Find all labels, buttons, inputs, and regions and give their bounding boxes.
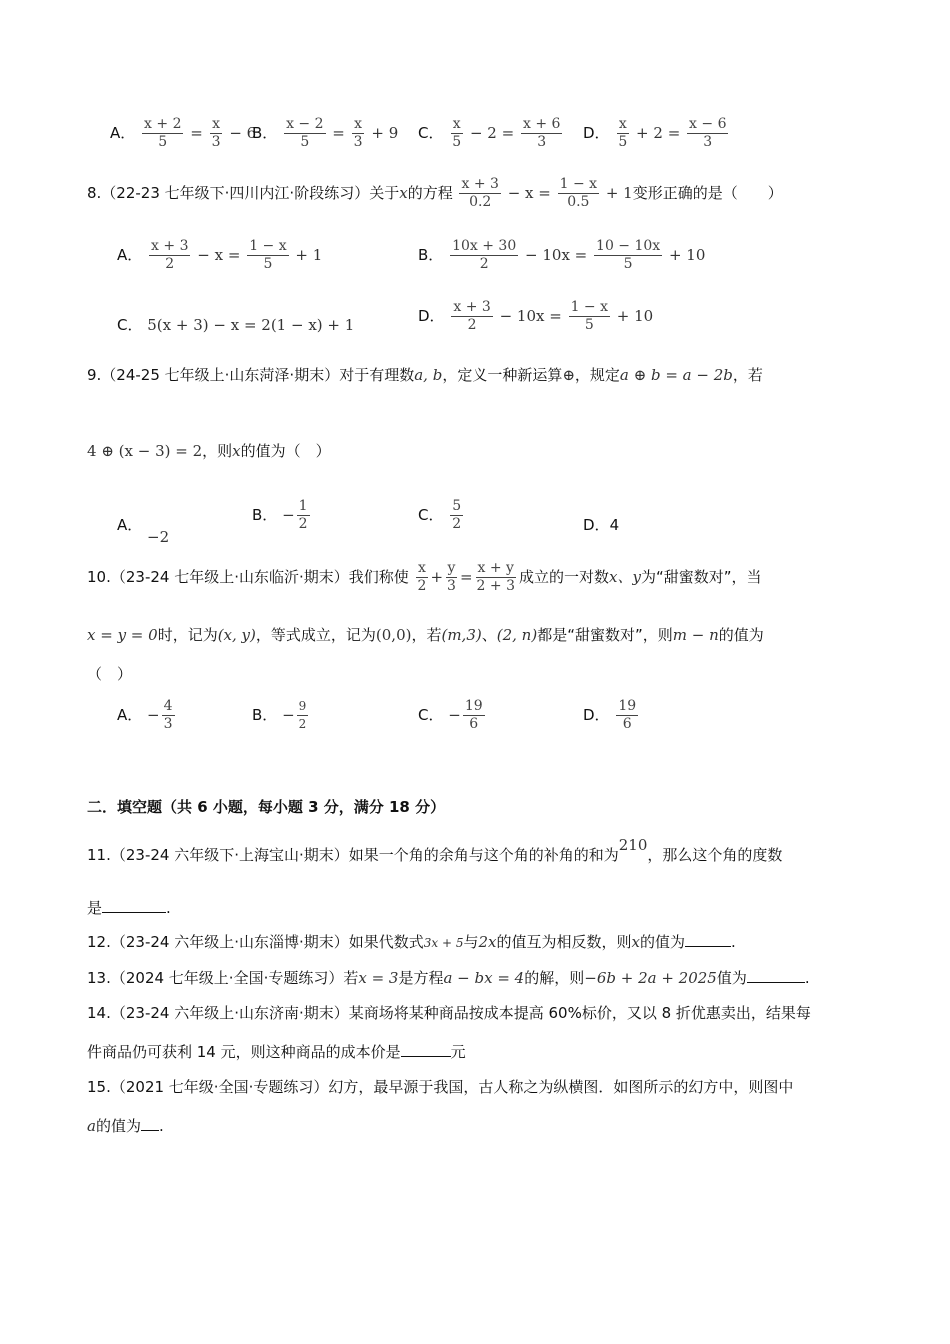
- fraction: $\frac{19}{6}$: [464, 698, 483, 732]
- q8-option-c: C． 5(x + 3) − x = 2(1 − x) + 1: [117, 316, 355, 334]
- fraction: $\frac{x}{5}$: [618, 116, 628, 150]
- q10-stem-line2: x = y = 0时，记为(x, y)，等式成立，记为(0,0)，若(m,3)、(2, n)都是“甜蜜数对”，则m − n的值为: [87, 626, 764, 644]
- fraction: $\frac{x}{3}$: [211, 116, 221, 150]
- q8-stem: 8.（22-23 七年级下·四川内江·阶段练习）关于x的方程 $\frac{x + 3}{0.2}$ − x = $\frac{1 - x}{0.5}$ + 1变形正确的是（ ）: [87, 176, 783, 210]
- q7-option-a: A． $\frac{x + 2}{5}$ = $\frac{x}{3}$ − 6: [110, 116, 257, 150]
- fraction: $\frac{x - 6}{3}$: [689, 116, 727, 150]
- fraction: $\frac{x - 2}{5}$: [286, 116, 324, 150]
- q10-option-c: C． − $\frac{19}{6}$: [418, 698, 483, 732]
- answer-blank[interactable]: [685, 930, 731, 947]
- option-label: A．: [110, 124, 136, 142]
- q10-option-d: D． $\frac{19}{6}$: [583, 698, 637, 732]
- fraction: $\frac{x + 3}{2}$: [453, 299, 491, 333]
- fraction: $\frac{4}{3}$: [163, 698, 173, 732]
- option-label: C．: [418, 124, 444, 142]
- q12-stem: 12.（23-24 六年级上·山东淄博·期末）如果代数式3x + 5与2x的值互为相反数，则x的值为 .: [87, 930, 736, 952]
- q8-option-d: D． $\frac{x + 3}{2}$ − 10x = $\frac{1 - x}{5}$ + 10: [418, 299, 654, 333]
- answer-blank[interactable]: [401, 1040, 451, 1057]
- fraction: $\frac{x}{3}$: [353, 116, 363, 150]
- answer-blank[interactable]: [102, 896, 166, 913]
- q15-stem-line2: a的值为 .: [87, 1114, 164, 1136]
- q11-stem-line2: 是 .: [87, 896, 171, 918]
- q9-stem-line2: 4 ⊕ (x − 3) = 2，则x的值为（ ）: [87, 442, 331, 460]
- q11-stem-line1: 11.（23-24 六年级下·上海宝山·期末）如果一个角的余角与这个角的补角的和为210，那么这个角的度数: [87, 836, 783, 864]
- option-label: B．: [252, 124, 278, 142]
- q8-option-a: A． $\frac{x + 3}{2}$ − x = $\frac{1 - x}{5}$ + 1: [117, 238, 323, 272]
- option-label: D．: [583, 124, 610, 142]
- fraction: $\frac{1}{2}$: [298, 498, 308, 532]
- fraction: $\frac{10 - 10x}{5}$: [596, 238, 661, 272]
- fraction: $\frac{5}{2}$: [452, 498, 462, 532]
- q10-option-b: B． − $\frac{9}{2}$: [252, 699, 307, 731]
- fraction: $\frac{x + 2}{5}$: [144, 116, 182, 150]
- answer-blank[interactable]: [141, 1114, 159, 1131]
- q14-stem-line1: 14.（23-24 六年级上·山东济南·期末）某商场将某种商品按成本提高 60%标价，又以 8 折优惠卖出，结果每: [87, 1004, 811, 1022]
- fraction: $\frac{x}{2}$: [417, 560, 427, 594]
- q15-stem-line1: 15.（2021 七年级·全国·专题练习）幻方，最早源于我国，古人称之为纵横图．如图所示的幻方中，则图中: [87, 1078, 794, 1096]
- q9-option-d: D．4: [583, 516, 620, 534]
- q9-stem-line1: 9.（24-25 七年级上·山东菏泽·期末）对于有理数a, b，定义一种新运算⊕，规定a ⊕ b = a − 2b，若: [87, 366, 763, 384]
- fraction: $\frac{x + 6}{3}$: [522, 116, 561, 150]
- fraction: $\frac{x + y}{2 + 3}$: [476, 560, 515, 594]
- fraction: $\frac{y}{3}$: [447, 560, 456, 594]
- fraction: $\frac{x + 3}{2}$: [151, 238, 189, 272]
- q7-option-d: D． $\frac{x}{5}$ + 2 = $\frac{x - 6}{3}$: [583, 116, 727, 150]
- fraction: $\frac{1 - x}{0.5}$: [559, 176, 598, 210]
- section-title: 二．填空题（共 6 小题，每小题 3 分，满分 18 分）: [87, 798, 446, 816]
- q13-stem: 13.（2024 七年级上·全国·专题练习）若x = 3是方程a − bx = 4的解，则−6b + 2a + 2025值为 .: [87, 966, 810, 988]
- fraction: $\frac{1 - x}{5}$: [570, 299, 609, 333]
- fraction: $\frac{x + 3}{0.2}$: [461, 176, 499, 210]
- fraction: $\frac{10x + 30}{2}$: [452, 238, 517, 272]
- q10-option-a: A． − $\frac{4}{3}$: [117, 698, 173, 732]
- q9-option-a: A． −2: [117, 516, 170, 546]
- q8-option-b: B． $\frac{10x + 30}{2}$ − 10x = $\frac{10 - 10x}{5}$ + 10: [418, 238, 706, 272]
- q7-option-b: B． $\frac{x - 2}{5}$ = $\frac{x}{3}$ + 9: [252, 116, 399, 150]
- q14-stem-line2: 件商品仍可获利 14 元，则这种商品的成本价是 元: [87, 1040, 466, 1062]
- q10-stem-line1: 10.（23-24 七年级上·山东临沂·期末）我们称使 $\frac{x}{2}$ + $\frac{y}{3}$ = $\frac{x + y}{2 + 3}$ 成立的一对数x、y为“甜蜜数对”，当: [87, 560, 762, 594]
- q7-option-c: C． $\frac{x}{5}$ − 2 = $\frac{x + 6}{3}$: [418, 116, 561, 150]
- q9-option-b: B． − $\frac{1}{2}$: [252, 498, 308, 532]
- fraction: $\frac{x}{5}$: [452, 116, 462, 150]
- answer-blank[interactable]: [747, 966, 805, 983]
- fraction: $\frac{1 - x}{5}$: [249, 238, 287, 272]
- q9-option-c: C． $\frac{5}{2}$: [418, 498, 462, 532]
- q10-stem-line3: （ ）: [87, 665, 133, 683]
- fraction: $\frac{9}{2}$: [298, 699, 307, 731]
- fraction: $\frac{19}{6}$: [618, 698, 637, 732]
